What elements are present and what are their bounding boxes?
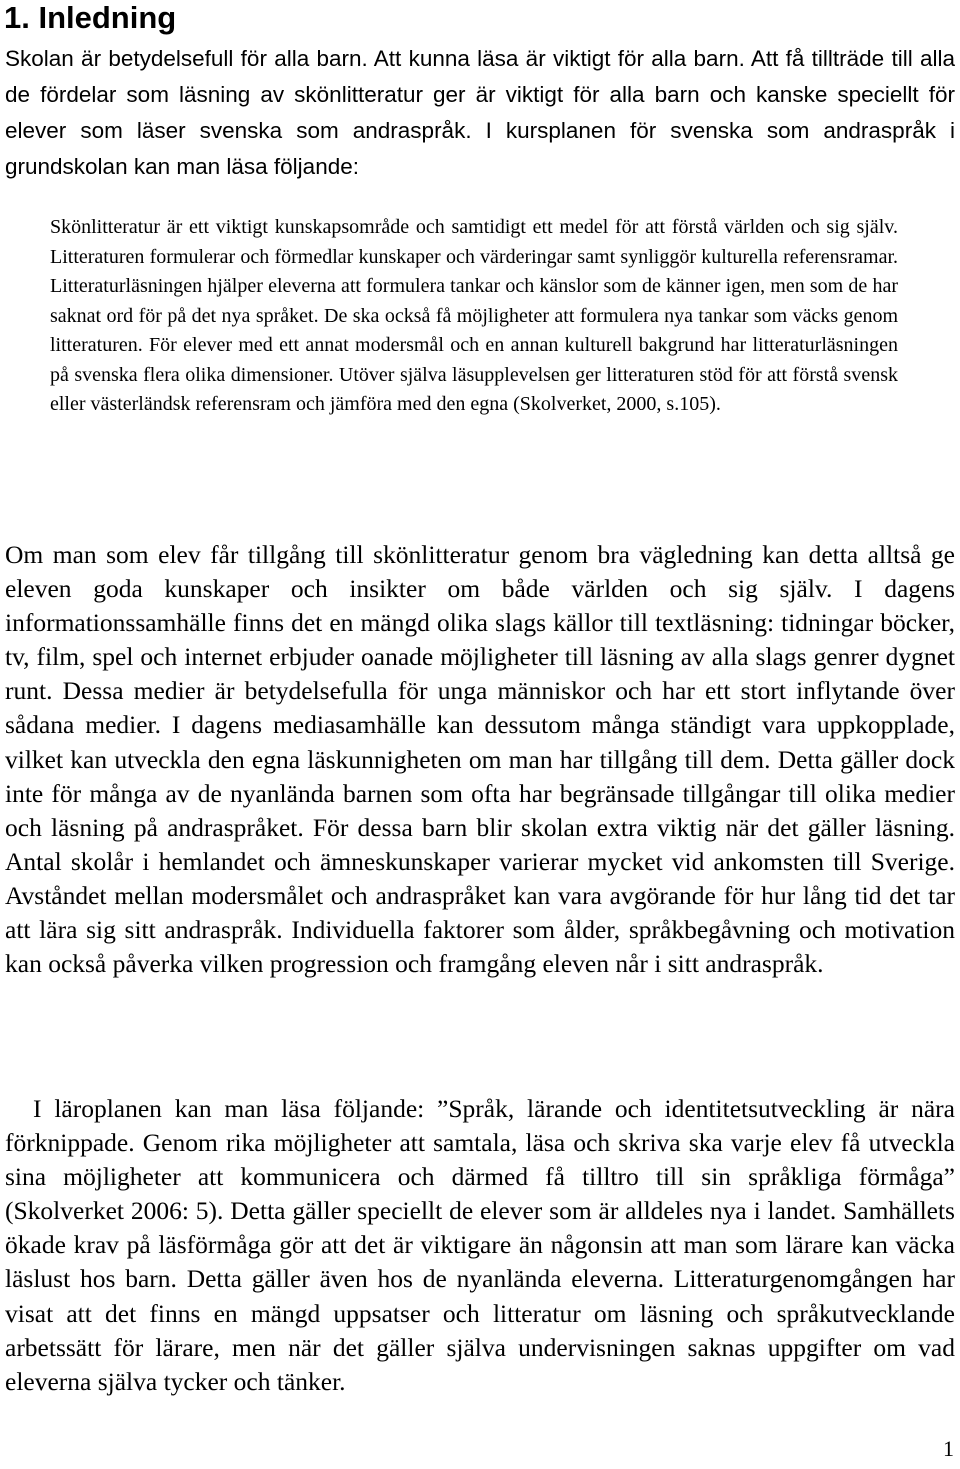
body-paragraph-2: I läroplanen kan man läsa följande: ”Språk, lärande och identitetsutveckling är nära förknippade. Genom rika möjligheter att samtala, läsa och skriva ska varje elev få utveckla sina möjligheter att kommunicera och därmed få tilltro till sin språkliga förmåga” (Skolverket 2006: 5). Detta gäller speciellt de elever som är alldeles nya i landet. Samhällets ökade krav på läsförmåga gör att det är viktigare än någonsin att man som lärare kan väcka läslust hos barn. Detta gäller även hos de nyanlända eleverna. Litteraturgenomgången har visat att det finns en mängd uppsatser och litteratur om läsning och språkutvecklande arbetssätt för lärare, men när det gäller själva undervisningen saknas uppgifter om vad eleverna själva tycker och tänker.: [5, 1094, 955, 1396]
page-number: 1: [943, 1436, 954, 1461]
block-quote: Skönlitteratur är ett viktigt kunskapsområde och samtidigt ett medel för att förstå världen och sig själv. Litteraturen formulerar och förmedlar kunskaper och värderingar samt synliggör kulturella referensramar. Litteraturläsningen hjälper eleverna att formulera tankar och känslor som de känner igen, men som de har saknat ord för på det nya språket. De ska också få möjligheter att formulera nya tankar som väcks genom litteraturen. För elever med ett annat modersmål och en annan kulturell bakgrund har litteraturläsningen på svenska flera olika dimensioner. Utöver själva läsupplevelsen ger litteraturen stöd för att förstå svensk eller västerländsk referensram och jämföra med den egna (Skolverket, 2000, s.105).: [50, 216, 898, 415]
intro-paragraph: Skolan är betydelsefull för alla barn. Att kunna läsa är viktigt för alla barn. Att få tillträde till alla de fördelar som läsning av skönlitteratur ger är viktigt för alla barn och kanske speciellt för elever som läser svenska som andraspråk. I kursplanen för svenska som andraspråk i grundskolan kan man läsa följande:: [5, 46, 955, 179]
section-heading: 1. Inledning: [4, 0, 177, 35]
body-paragraph-1: Om man som elev får tillgång till skönlitteratur genom bra vägledning kan detta alltså ge eleven goda kunskaper och insikter om både världen och sig själv. I dagens informationssamhälle finns det en mängd olika slags källor till textläsning: tidningar böcker, tv, film, spel och internet erbjuder oanade möjligheter till läsning av alla slags genrer dygnet runt. Dessa medier är betydelsefulla för unga människor och har ett stort inflytande över sådana medier. I dagens mediasamhälle kan dessutom många ständigt vara uppkopplade, vilket kan utveckla den egna läskunnigheten om man har tillgång till dem. Detta gäller dock inte för många av de nyanlända barnen som ofta har begränsade tillgångar till olika medier och läsning på andraspråket. För dessa barn blir skolan extra viktig när det gäller läsning. Antal skolår i hemlandet och ämneskunskaper varierar mycket vid ankomsten till Sverige. Avståndet mellan modersmålet och andraspråket kan vara avgörande för hur lång tid det tar att lära sig sitt andraspråk. Individuella faktorer som ålder, språkbegåvning och motivation kan också påverka vilken progression och framgång eleven når i sitt andraspråk.: [5, 540, 955, 979]
